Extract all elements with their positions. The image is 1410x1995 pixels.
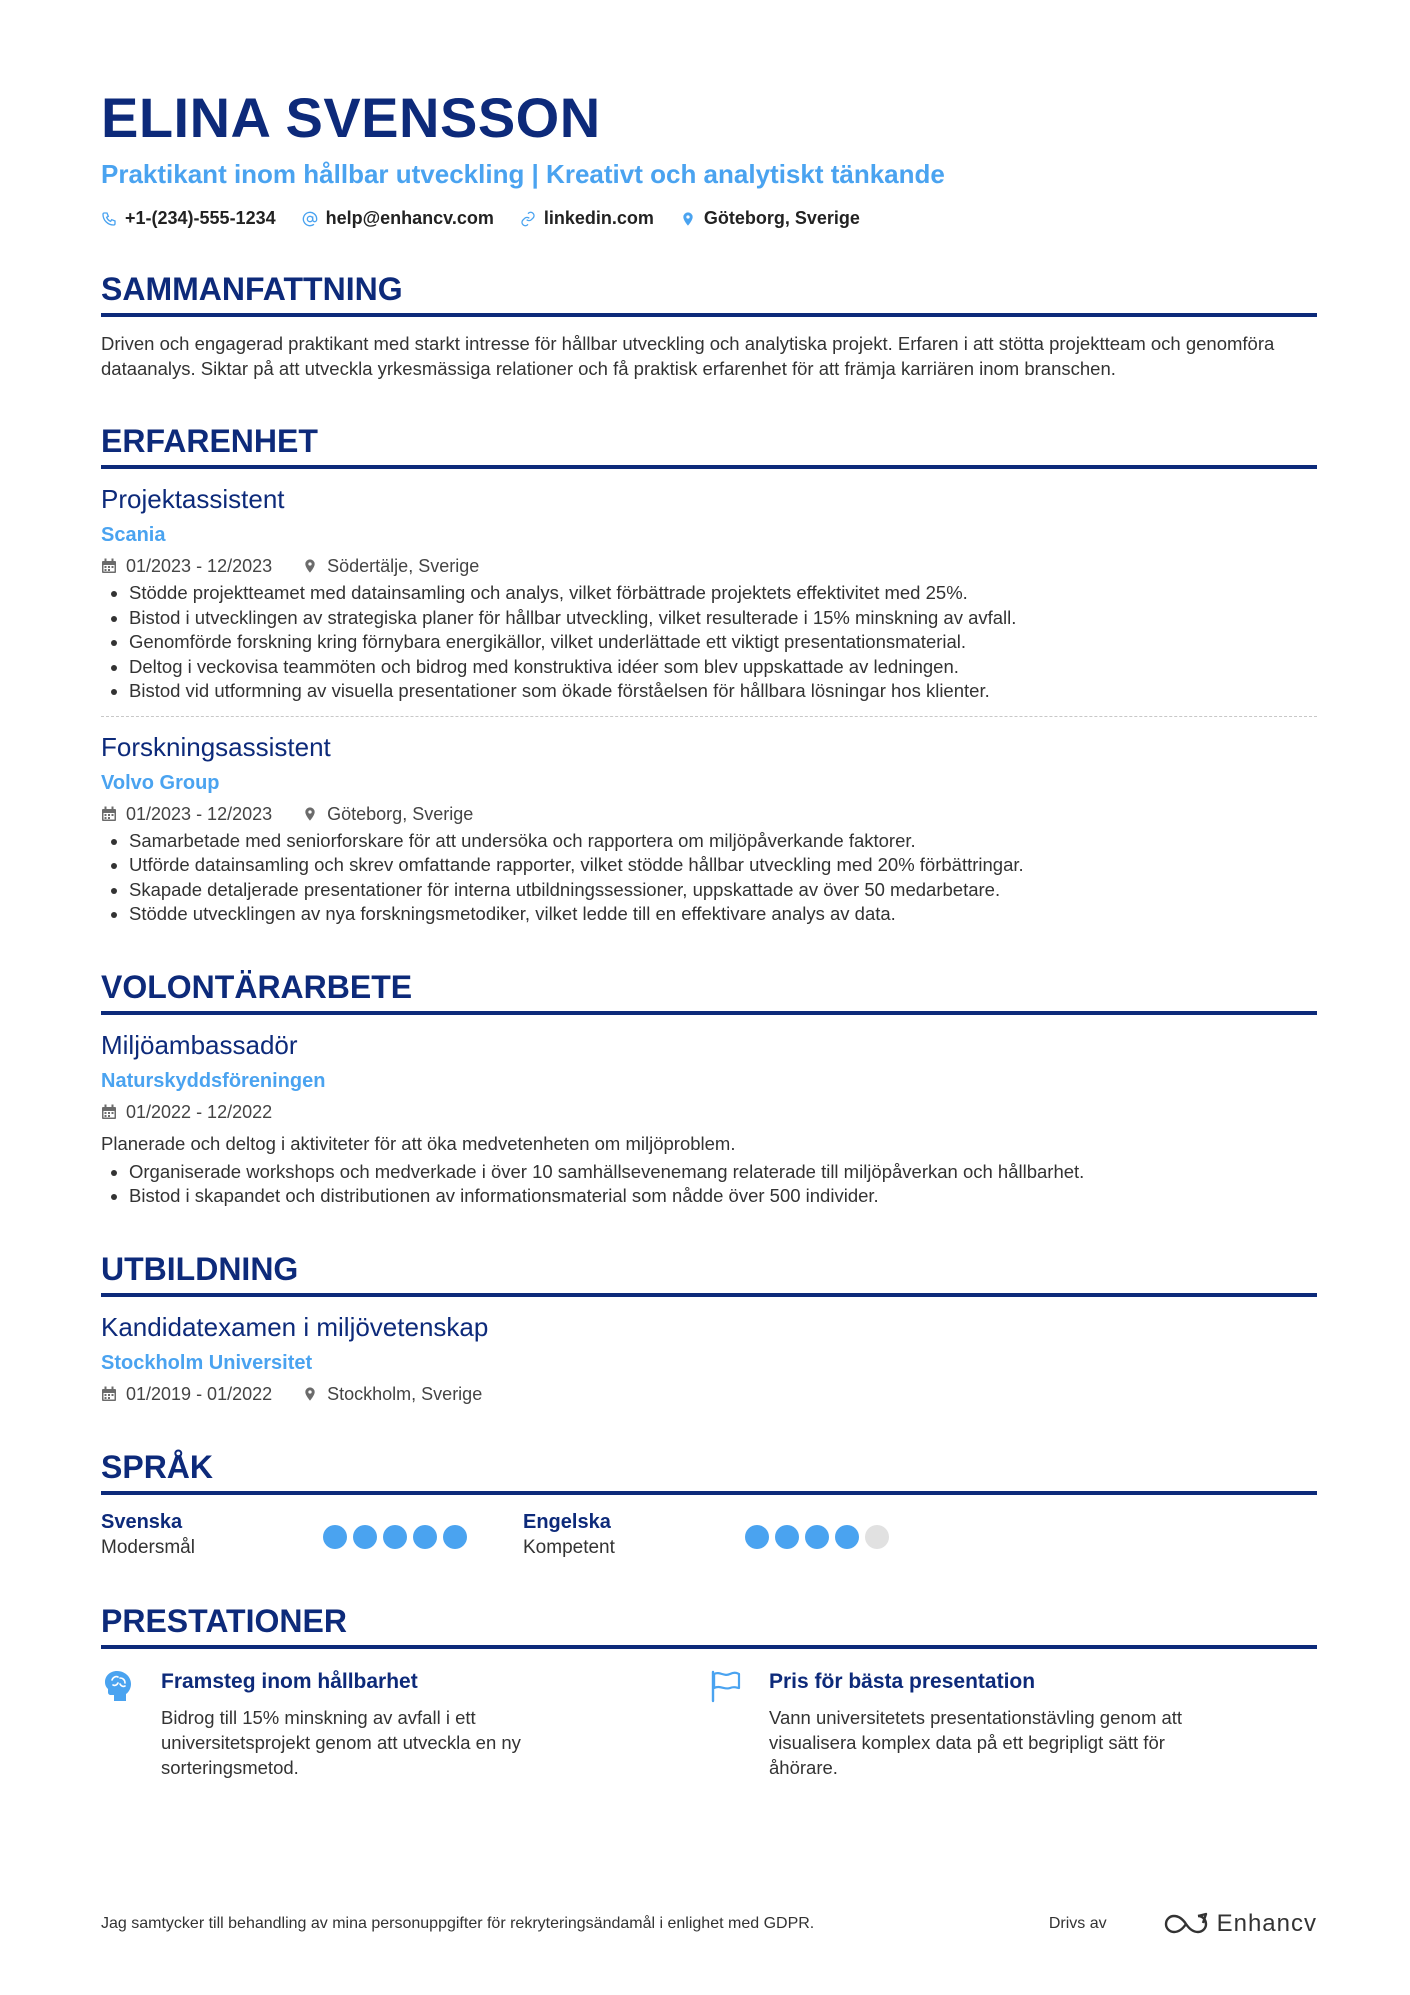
list-item: • Stödde projektteamet med datainsamling och analys, vilket förbättrade projektets effektivitet med 25%. [129,581,1317,606]
rating-dot-filled [775,1525,799,1549]
rating-dot-empty [865,1525,889,1549]
volunteer-role: Miljöambassadör [101,1029,298,1060]
brain-head-icon [101,1669,135,1703]
location-text: Göteborg, Sverige [703,208,860,228]
flag-icon [709,1669,743,1703]
education-section [101,1249,1317,1407]
contact-email[interactable] [302,208,494,229]
languages-title: SPRÅK [101,1447,1317,1495]
footer [101,1910,1317,1938]
calendar-icon [101,1104,117,1120]
contact-location [680,208,860,229]
experience-entry [101,469,1317,704]
powered-by-label: Drivs av [1048,1915,1107,1932]
rating-dot-filled [323,1525,347,1549]
link-icon [520,211,536,227]
languages-list [101,1509,1317,1561]
job-bullets [101,829,1317,927]
language-level: Kompetent [523,1536,615,1558]
achievement-item [709,1667,1317,1780]
experience-section [101,421,1317,927]
list-item: • Utförde datainsamling och skrev omfattande rapporter, vilket stödde hållbar utveckling med 20% förbättringar. [129,853,1317,878]
education-dates: 01/2019 - 01/2022 [126,1383,273,1404]
location-pin-icon [302,1386,318,1402]
job-bullets [101,581,1317,704]
job-title: Forskningsassistent [101,731,331,762]
brand-name: Enhancv [1216,1910,1317,1937]
list-item: • Skapade detaljerade presentationer för interna utbildningssessioner, uppskattade av över 50 medarbetare. [129,878,1317,903]
rating-dot-filled [745,1525,769,1549]
summary-title: SAMMANFATTNING [101,269,1317,317]
location-pin-icon [680,211,696,227]
location-pin-icon [302,558,318,574]
gdpr-consent: Jag samtycker till behandling av mina personuppgifter för rekryteringsändamål i enlighet med GDPR. [101,1915,815,1932]
job-dates: 01/2023 - 12/2023 [126,803,273,824]
phone-icon [101,211,117,227]
job-location: Södertälje, Sverige [327,556,480,576]
languages-section [101,1447,1317,1561]
job-title: Projektassistent [101,484,285,514]
language-name: Svenska [101,1510,183,1533]
list-item: • Samarbetade med seniorforskare för att undersöka och rapportera om miljöpåverkande faktorer. [129,829,1317,854]
job-dates: 01/2023 - 12/2023 [126,556,273,576]
list-item: • Deltog i veckovisa teammöten och bidrog med konstruktiva idéer som blev uppskattade av ledningen. [129,655,1317,680]
achievement-text: Vann universitetets presentationstävling genom att visualisera komplex data på ett begripligt sätt för åhörare. [769,1706,1183,1778]
at-icon [302,211,318,227]
list-item: • Bistod vid utformning av visuella presentationer som ökade förståelsen för hållbara lösningar hos klienter. [129,679,1317,704]
infinity-logo-icon [1163,1912,1209,1936]
list-item: • Bistod i utvecklingen av strategiska planer för hållbar utveckling, vilket resulterade i 15% minskning av avfall. [129,606,1317,631]
achievement-title: Pris för bästa presentation [769,1669,1036,1693]
rating-dot-filled [413,1525,437,1549]
contact-bar [101,208,1317,229]
education-meta [101,1381,1317,1407]
achievements-list [101,1667,1317,1780]
rating-dot-filled [443,1525,467,1549]
language-rating [745,1509,889,1561]
enhancv-logo[interactable] [1163,1910,1317,1938]
calendar-icon [101,806,117,822]
education-title: UTBILDNING [101,1249,1317,1297]
volunteer-dates: 01/2022 - 12/2022 [126,1101,273,1122]
list-item: • Organiserade workshops och medverkade i över 10 samhällsevenemang relaterade till miljöpåverkan och hållbarhet. [129,1160,1317,1185]
volunteer-entry [101,1015,1317,1209]
volunteer-description: Planerade och deltog i aktiviteter för att öka medvetenheten om miljöproblem. [101,1132,736,1154]
volunteer-meta [101,1099,1317,1125]
summary-section [101,269,1317,381]
volunteer-org: Naturskyddsföreningen [101,1069,326,1092]
job-location: Göteborg, Sverige [327,803,474,824]
achievement-title: Framsteg inom hållbarhet [161,1669,418,1693]
school-name: Stockholm Universitet [101,1351,313,1374]
rating-dot-filled [353,1525,377,1549]
phone-text: +1-(234)-555-1234 [125,208,276,228]
degree-title: Kandidatexamen i miljövetenskap [101,1311,489,1342]
resume-page [101,82,1317,1780]
experience-title: ERFARENHET [101,421,1317,469]
language-item [523,1509,945,1561]
job-meta [101,553,1317,579]
contact-linkedin[interactable] [520,208,654,229]
list-item: • Stödde utvecklingen av nya forskningsmetodiker, vilket ledde till en effektivare analys av data. [129,902,1317,927]
education-entry [101,1297,1317,1407]
email-text: help@enhancv.com [325,208,494,228]
rating-dot-filled [383,1525,407,1549]
achievements-section [101,1601,1317,1780]
company-name: Volvo Group [101,771,220,794]
achievement-item [101,1667,709,1780]
calendar-icon [101,1386,117,1402]
volunteer-title: VOLONTÄRARBETE [101,967,1317,1015]
list-item: • Genomförde forskning kring förnybara energikällor, vilket underlättade ett viktigt presentationsmaterial. [129,630,1317,655]
summary-text: Driven och engagerad praktikant med starkt intresse för hållbar utveckling och analytiska projekt. Erfaren i att stötta projektteam och genomföra dataanalys. Siktar på att utveckla yrkesmässiga relationer och få praktisk erfarenhet för att främja karriären inom branschen. [101,333,1275,379]
rating-dot-filled [835,1525,859,1549]
language-rating [323,1509,467,1561]
language-level: Modersmål [101,1536,195,1558]
achievement-text: Bidrog till 15% minskning av avfall i ett universitetsprojekt genom att utveckla en ny sorteringsmetod. [161,1706,521,1778]
candidate-tagline: Praktikant inom hållbar utveckling | Kreativt och analytiskt tänkande [101,159,945,189]
contact-phone[interactable] [101,208,276,229]
calendar-icon [101,558,117,574]
rating-dot-filled [805,1525,829,1549]
resume-header [101,82,1317,229]
volunteer-section [101,967,1317,1209]
company-name: Scania [101,524,166,546]
location-pin-icon [302,806,318,822]
linkedin-text: linkedin.com [543,208,654,228]
achievements-title: PRESTATIONER [101,1601,1317,1649]
volunteer-bullets [101,1160,1317,1209]
language-name: Engelska [523,1510,611,1533]
experience-entry [101,716,1317,927]
job-meta [101,801,1317,827]
list-item: • Bistod i skapandet och distributionen av informationsmaterial som nådde över 500 individer. [129,1184,1317,1209]
language-item [101,1509,523,1561]
education-location: Stockholm, Sverige [327,1383,483,1404]
candidate-name: ELINA SVENSSON [101,86,601,149]
